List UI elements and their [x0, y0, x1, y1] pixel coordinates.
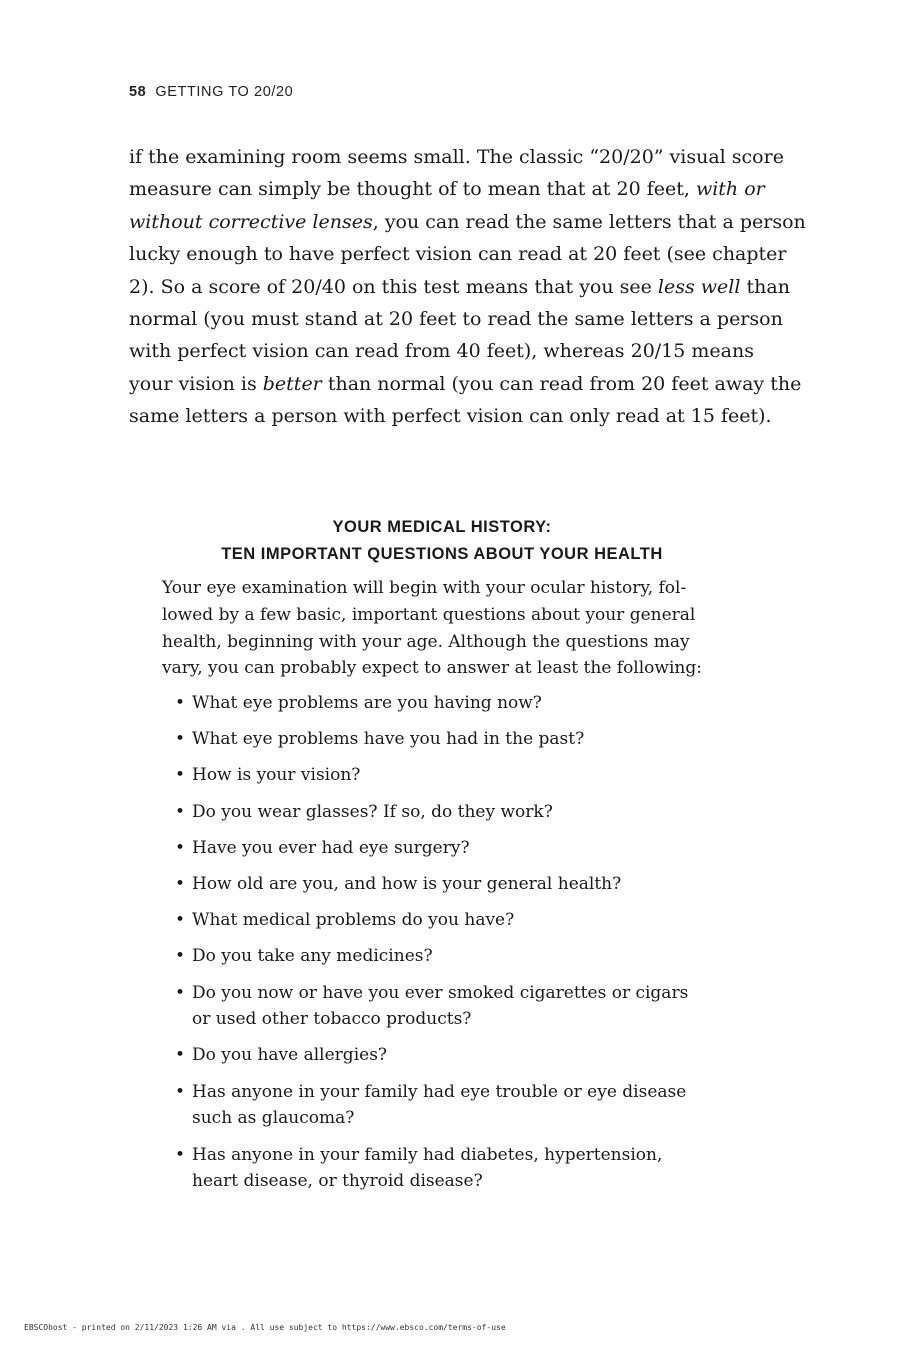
intro-line: lowed by a few basic, important questions about your general — [162, 604, 696, 625]
question-item — [175, 690, 735, 717]
body-line — [129, 271, 790, 303]
body-text: than — [740, 275, 790, 298]
body-paragraph — [129, 141, 806, 433]
question-text: What eye problems are you having now? — [192, 693, 542, 713]
question-item — [175, 907, 735, 934]
bullet-icon: • — [175, 765, 186, 786]
bullet-icon: • — [175, 693, 186, 713]
question-text: Has anyone in your family had eye trouble or eye disease — [192, 1081, 687, 1102]
body-italic-text: better — [262, 372, 322, 395]
running-head — [129, 84, 293, 100]
question-text: such as glaucoma? — [192, 1108, 355, 1129]
question-item — [175, 726, 735, 753]
body-line — [129, 400, 772, 432]
question-item — [175, 1142, 735, 1196]
question-text: How old are you, and how is your general health? — [192, 873, 622, 894]
sidebar-heading — [162, 514, 722, 568]
bullet-icon: • — [175, 1081, 186, 1102]
body-italic-text: with or — [695, 178, 765, 201]
bullet-icon: • — [175, 729, 186, 750]
bullet-icon: • — [175, 837, 186, 858]
question-text: Do you take any medicines? — [192, 946, 433, 967]
body-text: your vision is — [129, 372, 263, 395]
body-italic-text: without corrective lenses — [129, 210, 373, 233]
body-text: lucky enough to have perfect vision can read at 20 feet (see chapter — [129, 243, 787, 266]
body-line — [129, 173, 765, 205]
body-text: if the examining room seems small. The classic “20/20” visual score — [129, 146, 784, 168]
bullet-icon: • — [175, 873, 186, 894]
body-text: measure can simply be thought of to mean that at 20 feet, — [129, 178, 696, 201]
body-line — [129, 141, 784, 173]
bullet-icon: • — [175, 946, 186, 967]
body-line — [129, 238, 787, 270]
question-item — [175, 980, 735, 1034]
body-line — [129, 335, 754, 367]
question-text: or used other tobacco products? — [192, 1009, 472, 1030]
body-text: with perfect vision can read from 40 feet), whereas 20/15 means — [129, 340, 754, 363]
sidebar-heading-line-2: TEN IMPORTANT QUESTIONS ABOUT YOUR HEALTH — [221, 545, 663, 563]
question-item — [175, 871, 735, 898]
footer-notice: EBSCOhost - printed on 2/11/2023 1:26 AM via . All use subject to https://www.ebsco.com/terms-of-use — [24, 1323, 506, 1332]
page-number: 58 — [129, 84, 147, 100]
question-text: Has anyone in your family had diabetes, hypertension, — [192, 1144, 663, 1165]
body-line — [129, 303, 783, 335]
question-item — [175, 943, 735, 970]
question-item — [175, 835, 735, 862]
question-text: Do you have allergies? — [192, 1045, 388, 1066]
question-text: Do you wear glasses? If so, do they work? — [192, 801, 553, 822]
bullet-icon: • — [175, 1045, 186, 1066]
intro-line: vary, you can probably expect to answer at least the following: — [162, 658, 702, 679]
question-text: What medical problems do you have? — [192, 910, 515, 931]
question-text: heart disease, or thyroid disease? — [192, 1171, 483, 1192]
intro-line: health, beginning with your age. Although the questions may — [162, 631, 690, 652]
body-line — [129, 206, 806, 238]
body-text: same letters a person with perfect vision can only read at 15 feet). — [129, 405, 772, 428]
bullet-icon: • — [175, 910, 186, 931]
body-italic-text: less well — [657, 275, 741, 298]
sidebar-heading-line-1: YOUR MEDICAL HISTORY: — [332, 518, 552, 536]
question-item — [175, 799, 735, 826]
running-title: GETTING TO 20/20 — [155, 84, 294, 100]
question-list — [175, 690, 735, 1205]
body-text: normal (you must stand at 20 feet to read the same letters a person — [129, 308, 783, 331]
question-item — [175, 1079, 735, 1133]
question-item — [175, 762, 735, 789]
bullet-icon: • — [175, 982, 186, 1003]
intro-line: Your eye examination will begin with your ocular history, fol- — [162, 578, 687, 598]
bullet-icon: • — [175, 1144, 186, 1165]
question-text: Do you now or have you ever smoked cigarettes or cigars — [192, 982, 689, 1003]
question-item — [175, 1042, 735, 1069]
question-text: What eye problems have you had in the past? — [192, 729, 585, 750]
question-text: How is your vision? — [192, 765, 361, 786]
body-text: , you can read the same letters that a person — [372, 210, 806, 233]
body-text: 2). So a score of 20/40 on this test means that you see — [129, 275, 658, 298]
bullet-icon: • — [175, 801, 186, 822]
question-text: Have you ever had eye surgery? — [192, 837, 470, 858]
body-text: than normal (you can read from 20 feet away the — [321, 372, 802, 395]
body-line — [129, 368, 802, 400]
sidebar-intro — [162, 575, 722, 682]
